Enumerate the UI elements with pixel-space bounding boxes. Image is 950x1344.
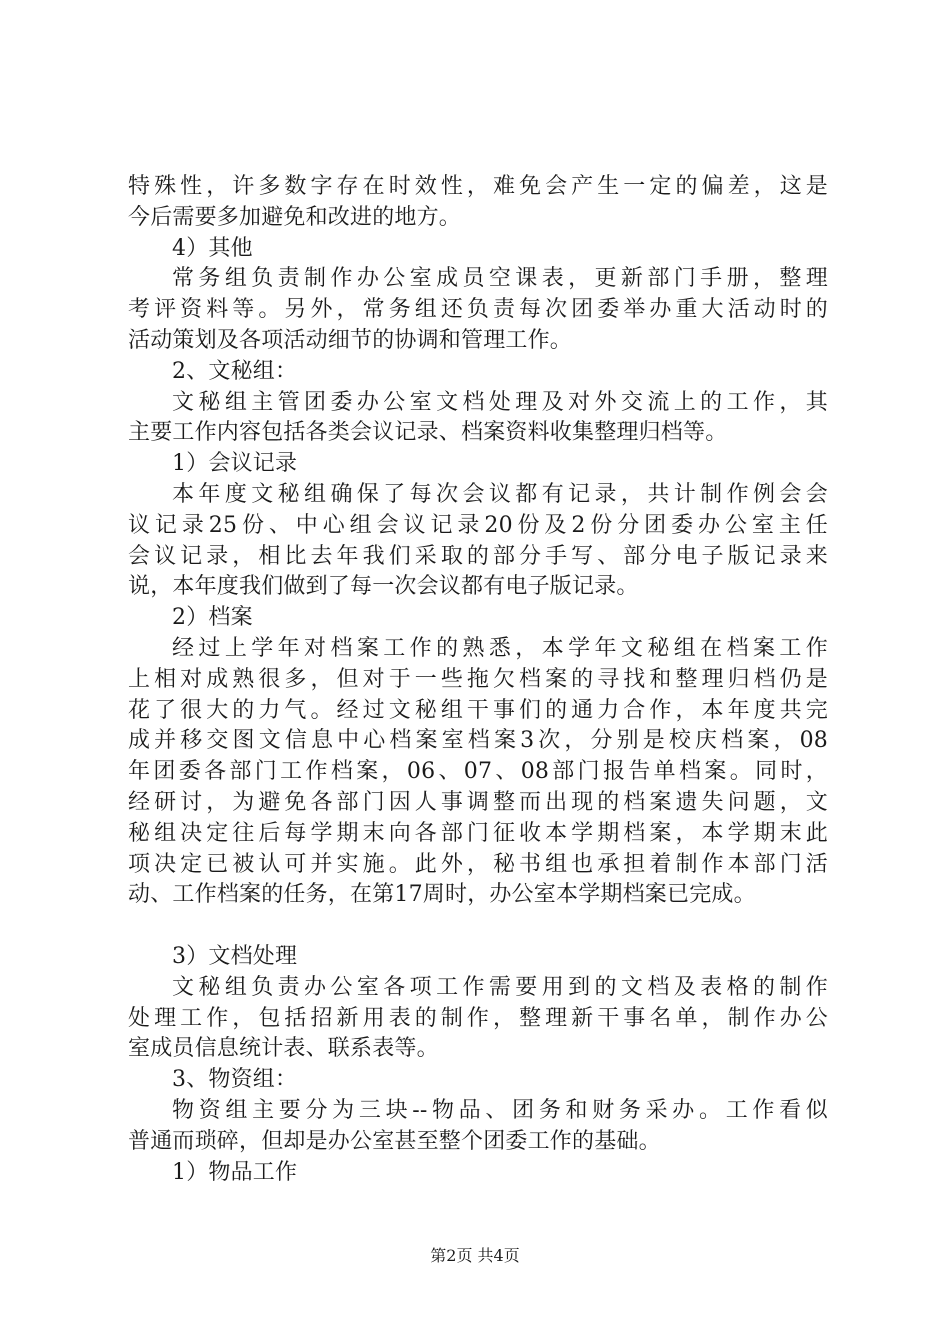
paragraph-line: 年团委各部门工作档案，06、07、08部门报告单档案。同时， [128,759,828,785]
paragraph-line: 秘组决定往后每学期末向各部门征收本学期档案，本学期末此 [128,820,828,846]
section-heading: 1）物品工作 [172,1159,298,1185]
paragraph-line: 文秘组主管团委办公室文档处理及对外交流上的工作，其 [172,389,828,415]
paragraph-line: 考评资料等。另外，常务组还负责每次团委举办重大活动时的 [128,297,828,323]
paragraph-line: 会议记录，相比去年我们采取的部分手写、部分电子版记录来 [128,543,828,569]
paragraph-line: 物资组主要分为三块--物品、团务和财务采办。工作看似 [172,1097,828,1123]
paragraph-line: 项决定已被认可并实施。此外，秘书组也承担着制作本部门活 [128,851,828,877]
paragraph-line: 成并移交图文信息中心档案室档案3次，分别是校庆档案，08 [128,728,828,754]
paragraph-line: 本年度文秘组确保了每次会议都有记录，共计制作例会会 [172,481,828,507]
section-heading: 3、物资组： [172,1067,298,1093]
paragraph-line: 主要工作内容包括各类会议记录、档案资料收集整理归档等。 [128,420,728,446]
page-number-footer: 第2页 共4页 [430,1246,520,1265]
blank-line [128,911,828,942]
paragraph-line: 花了很大的力气。经过文秘组干事们的通力合作，本年度共完 [128,697,828,723]
paragraph-line: 说，本年度我们做到了每一次会议都有电子版记录。 [128,574,639,600]
section-heading: 4）其他 [172,235,253,261]
paragraph-line: 上相对成熟很多，但对于一些拖欠档案的寻找和整理归档仍是 [128,666,828,692]
paragraph-line: 常务组负责制作办公室成员空课表，更新部门手册，整理 [172,266,828,292]
document-body [128,172,828,1188]
section-heading: 2、文秘组： [172,358,298,384]
paragraph-line: 处理工作，包括招新用表的制作，整理新干事名单，制作办公 [128,1005,828,1031]
paragraph-line: 动、工作档案的任务，在第17周时，办公室本学期档案已完成。 [128,882,756,908]
section-heading: 1）会议记录 [172,451,298,477]
section-heading: 3）文档处理 [172,943,298,969]
paragraph-line: 普通而琐碎，但却是办公室甚至整个团委工作的基础。 [128,1128,661,1154]
paragraph-line: 议记录25份、中心组会议记录20份及2份分团委办公室主任 [128,512,828,538]
paragraph-line: 文秘组负责办公室各项工作需要用到的文档及表格的制作 [172,974,828,1000]
paragraph-line: 今后需要多加避免和改进的地方。 [128,204,462,230]
paragraph-line: 室成员信息统计表、联系表等。 [128,1036,439,1062]
paragraph-line: 特殊性，许多数字存在时效性，难免会产生一定的偏差，这是 [128,174,828,199]
paragraph-line: 经研讨，为避免各部门因人事调整而出现的档案遗失问题，文 [128,789,828,815]
section-heading: 2）档案 [172,605,253,631]
paragraph-line: 经过上学年对档案工作的熟悉，本学年文秘组在档案工作 [172,635,828,661]
paragraph-line: 活动策划及各项活动细节的协调和管理工作。 [128,327,573,353]
